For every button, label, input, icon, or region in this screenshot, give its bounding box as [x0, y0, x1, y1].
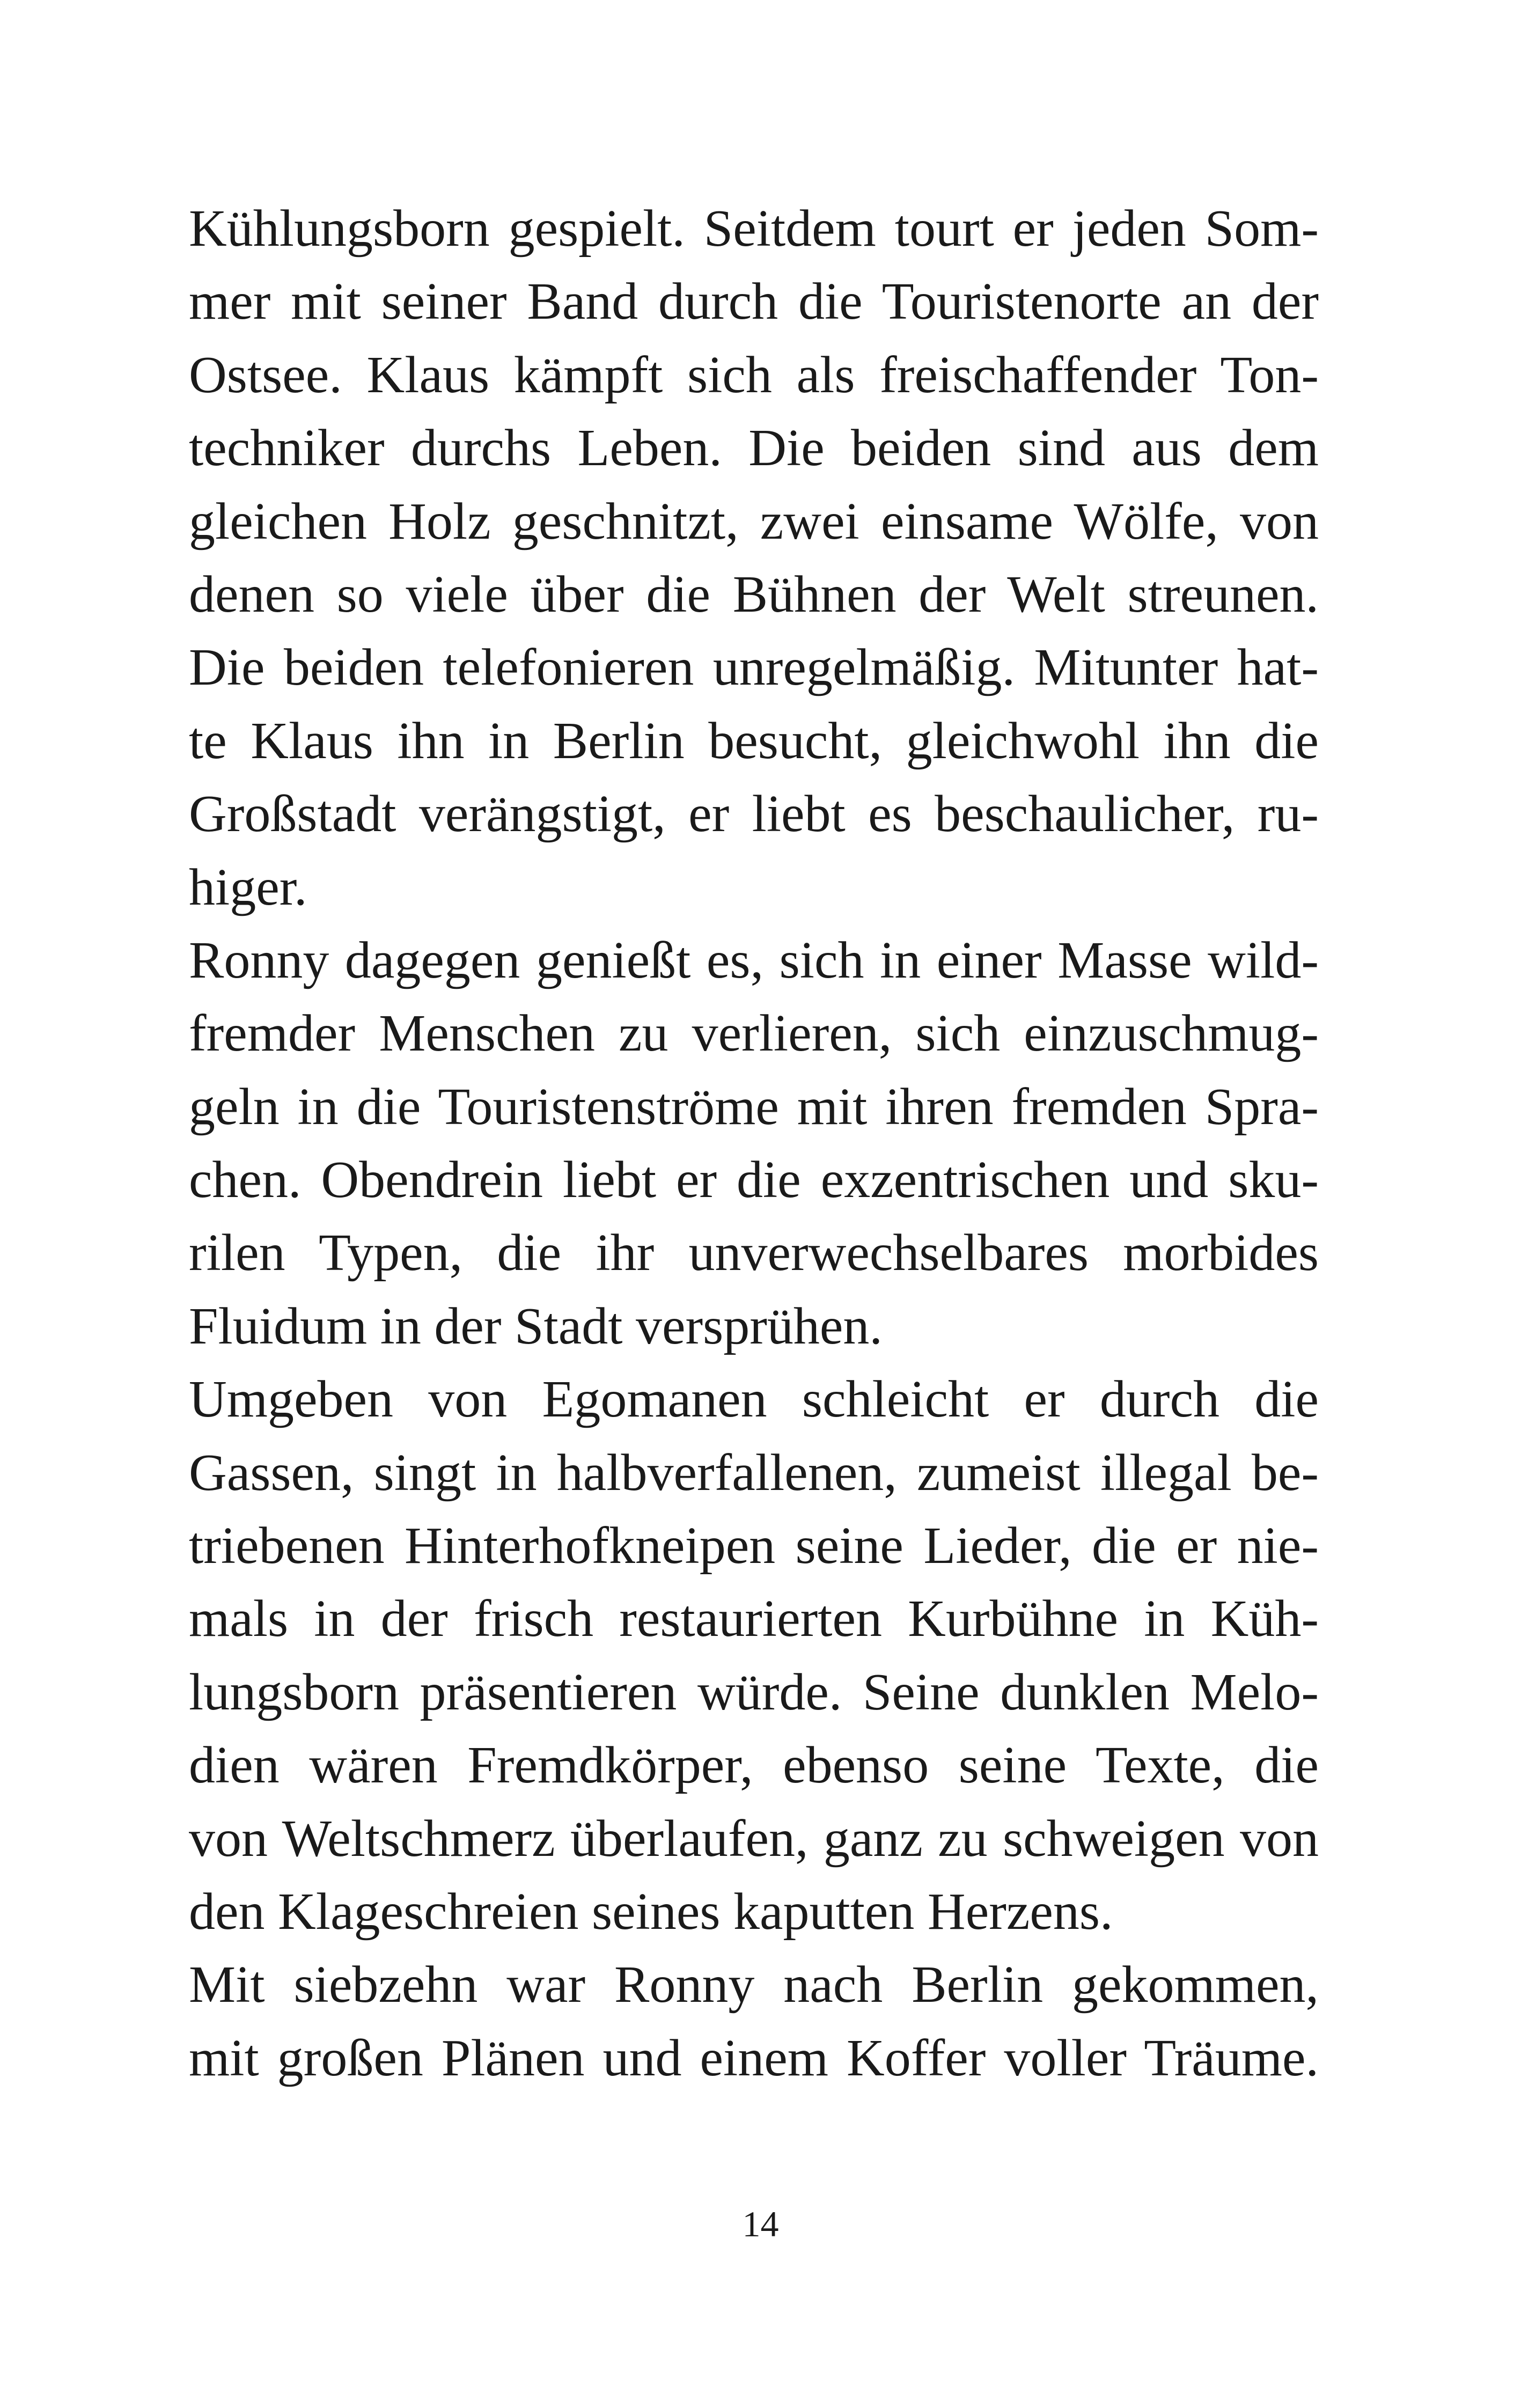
- text-line: te Klaus ihn in Berlin besucht, gleichwohl ihn die: [189, 711, 1319, 770]
- text-line: Kühlungsborn gespielt. Seitdem tourt er jeden Som-: [189, 200, 1319, 258]
- text-line: lungsborn präsentieren würde. Seine dunklen Melo-: [189, 1663, 1319, 1721]
- text-line: higer.: [189, 858, 307, 916]
- text-line: fremder Menschen zu verlieren, sich einzuschmug-: [189, 1004, 1319, 1063]
- text-line: den Klageschreien seines kaputten Herzens.: [189, 1882, 1113, 1941]
- text-line: Großstadt verängstigt, er liebt es beschaulicher, ru-: [189, 785, 1319, 843]
- text-line: Ronny dagegen genießt es, sich in einer Masse wild-: [189, 931, 1319, 989]
- text-line: Mit siebzehn war Ronny nach Berlin gekommen,: [189, 1956, 1319, 2014]
- page-number: 14: [742, 2204, 779, 2244]
- text-line: gleichen Holz geschnitzt, zwei einsame Wölfe, von: [189, 492, 1319, 550]
- text-line: geln in die Touristenströme mit ihren fremden Spra-: [189, 1077, 1319, 1136]
- text-line: mer mit seiner Band durch die Touristenorte an der: [189, 273, 1319, 331]
- body-text: [189, 192, 1319, 2095]
- text-line: rilen Typen, die ihr unverwechselbares morbides: [189, 1224, 1319, 1282]
- text-line: mit großen Plänen und einem Koffer voller Träume.: [189, 2029, 1319, 2087]
- text-line: Umgeben von Egomanen schleicht er durch die: [189, 1370, 1319, 1429]
- text-line: von Weltschmerz überlaufen, ganz zu schweigen von: [189, 1809, 1319, 1868]
- text-line: techniker durchs Leben. Die beiden sind aus dem: [189, 419, 1319, 478]
- text-line: triebenen Hinterhofkneipen seine Lieder, die er nie-: [189, 1517, 1319, 1575]
- text-line: Gassen, singt in halbverfallenen, zumeist illegal be-: [189, 1443, 1319, 1502]
- text-line: Die beiden telefonieren unregelmäßig. Mitunter hat-: [189, 638, 1319, 697]
- text-line: dien wären Fremdkörper, ebenso seine Texte, die: [189, 1736, 1319, 1795]
- text-line: denen so viele über die Bühnen der Welt streunen.: [189, 565, 1319, 623]
- text-line: mals in der frisch restaurierten Kurbühne in Küh-: [189, 1590, 1319, 1648]
- text-line: Fluidum in der Stadt versprühen.: [189, 1297, 883, 1355]
- text-line: Ostsee. Klaus kämpft sich als freischaffender Ton-: [189, 346, 1319, 404]
- text-line: chen. Obendrein liebt er die exzentrischen und sku-: [189, 1151, 1319, 1209]
